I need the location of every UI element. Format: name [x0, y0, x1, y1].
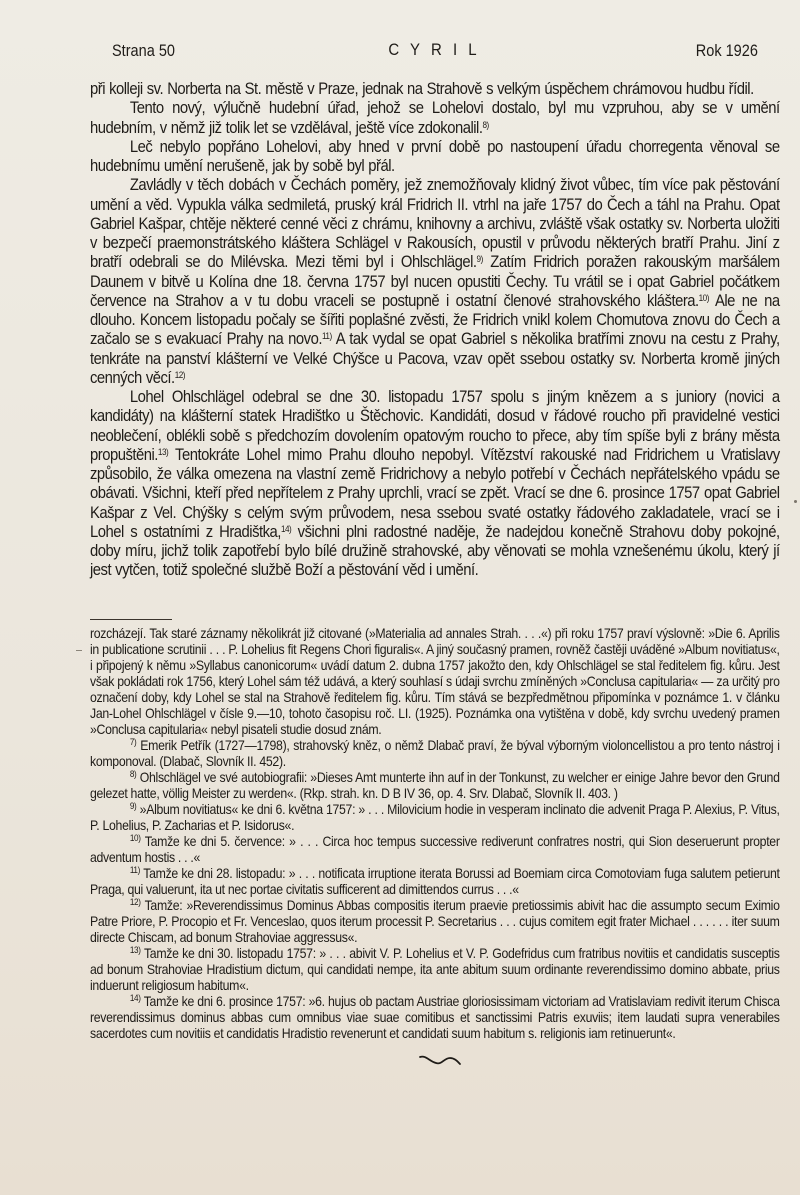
footnote-ref[interactable]: 12): [174, 369, 185, 380]
footnote-number: 11): [129, 865, 141, 875]
paragraph: Tento nový, výlučně hudební úřad, jehož se Lohelovi dostalo, byl mu vzpruhou, aby se v umění hudebním, v němž již tolik let se vzdělával, ještě více zdokonalil.$^{8)}$: [90, 99, 780, 137]
margin-mark: [76, 650, 82, 651]
footnote-number: 7): [129, 737, 137, 747]
article-body: [90, 80, 780, 581]
footnote-13: $^{13)}$ Tamže ke dni 30. listopadu 1757: » . . . abivit V. P. Lohelius et V. P. Godefridus cum fratribus novitiis et candidatis susceptis ad bonum Strahoviae Hradistium dictum, qui candidati nempe, ita ante abitum suum ordinante reverendissimo domino abbate, prius induerunt religiosum habitum«.: [90, 945, 780, 993]
footnote-number: 14): [129, 993, 141, 1003]
footnote-9: $^{9)}$ »Album novitiatus« ke dni 6. května 1757: » . . . Milovicium hodie in vesperam inclinato die advenit Praga P. Alexius, P. Vitus, P. Lohelius, P. Zacharias et P. Isidorus«.: [90, 801, 780, 833]
footnote-12: $^{12)}$ Tamže: »Reverendissimus Dominus Abbas compositis iterum praevie pretiossimis abivit hac die assumpto secum Eximio Patre Priore, P. Procopio et Fr. Venceslao, quos iterum processit P. Secretarius . . . cujus comitem egit frater Michael . . . . . . iter suum directe Chiscam, ad bonum Strahoviae aggressus«.: [90, 897, 780, 945]
year-label: Rok 1926: [695, 42, 758, 60]
footnote-11: $^{11)}$ Tamže ke dni 28. listopadu: » . . . notificata irruptione iterata Borussi ad Boemiam circa Comotoviam fuga salutem petierunt Praga, qui valuerunt, ita ut nec portae civitatis sufficerent ad dimittendos currus . . .«: [90, 865, 780, 897]
footnote-number: 9): [129, 801, 137, 811]
paragraph: Zavládly v těch dobách v Čechách poměry, jež znemožňovaly klidný život vůbec, tím více pak pěstování umění a věd. Vypukla válka sedmiletá, pruský král Fridrich II. vtrhl na jaře 1757 do Čech a táhl na Prahu. Opat Gabriel Kašpar, chtěje některé cenné věci z chrámu, knihovny a archivu, zvláště však ostatky sv. Norberta uložiti v bezpečí praemonstrátského kláštera Schlägel v Rakousích, opustil v průvodu některých bratří Prahu. Jiní z bratří odebrali se do Milévska. Mezi těmi byl i Ohlschlägel.$^{9)}$ Zatím Fridrich poražen rakouským maršálem Daunem v bitvě u Kolína dne 18. června 1757 byl nucen opustiti Čechy. Tu vrátil se i opat Gabriel počátkem července na Strahov a v tu dobu vraceli se postupně i ostatní členové strahovského kláštera.$^{10)}$ Ale ne na dlouho. Koncem listopadu počaly se šířiti poplašné zvěsti, že Fridrich vnikl kolem Chomutova znovu do Čech a začalo se s evakuací Prahy na novo.$^{11)}$ A tak vydal se opat Gabriel s několika bratřími znovu na cestu z Prahy, tenkráte na panství klášterní ve Velké Chýšce u Pacova, vzav opět ssebou ostatky sv. Norberta kromě jiných cenných věcí.$^{12)}$: [90, 176, 780, 387]
footnote-ref[interactable]: 13): [157, 446, 169, 457]
footnote-divider: [90, 619, 172, 620]
paragraph: Lohel Ohlschlägel odebral se dne 30. listopadu 1757 spolu s jiným knězem a s juniory (novici a kandidáty) na klášterní statek Hradištko u Štěchovic. Kandidáti, dosud v řádové roucho při pravidelné vestici neoblečení, oblékli sobě s předchozím dovolením opatovým roucho to přece, aby tím spíše byli z brány města propuštěni.$^{13)}$ Tentokráte Lohel mimo Prahu dlouho nepobyl. Vítězství rakouské nad Fridrichem u Vratislavy způsobilo, že válka omezena na vlastní země Fridrichovy a nebylo potřebí v Čechách nepřátelského vpádu se obávati. Všichni, kteří před nepřítelem z Prahy uprchli, vrací se zpět. Vrací se dne 6. prosince 1757 opat Gabriel Kašpar z Vel. Chýšky s celým svým průvodem, nesa ssebou svaté ostatky řádového zakladatele, vrací se i Lohel s ostatními z Hradištka,$^{14)}$ všichni plni radostné naděje, že nadejdou konečně Strahovu doby pokojné, doby míru, jichž tolik zapotřebí bylo bílé družině strahovské, aby věnovati se mohla vznešenému úkolu, který jí jest vytčen, totiž společné službě Boží a pěstování věd i umění.: [90, 388, 780, 580]
footnote-14: $^{14)}$ Tamže ke dni 6. prosince 1757: »6. hujus ob pactam Austriae gloriosissimam victoriam ad Vratislaviam redivit iterum Chisca reverendissimus dominus abbas cum omnibus viae suae comitibus et sanctissimi Patris exuviis; item laudati supra venerabiles sacerdotes cum novitiis et candidatis Hradistio revenerunt et candidati suum habitum s. religionis iam retinuerunt«.: [90, 993, 780, 1041]
footnote-number: 12): [129, 897, 141, 907]
footnote-ref[interactable]: 14): [280, 523, 292, 534]
journal-title: C Y R I L: [388, 40, 481, 59]
footnote-continuation: rozcházejí. Tak staré záznamy několikrát již citované (»Materialia ad annales Strah. . . .«) při roku 1757 praví výslovně: »Die 6. Aprilis in publicatione scrutinii . . . P. Lohelius fit Regens Chori figuralis«. A jiný současný pramen, rovněž častěji uváděné »Album novitiatus«, i připojený k němu »Syllabus canonicorum« uvádí datum 2. dubna 1757 jakožto den, kdy Ohlschlägel se stal ředitelem fig. kůru. Jest však pokládati rok 1756, který Lohel sám též udává, a který souhlasí s údaji svrchu zmíněných »Conclusa capitularia« — za určitý pro označení doby, kdy Lohel se stal na Strahově ředitelem fig. kůru. Tím stává se bezpředmětnou připomínka v poznámce 1. v článku Jan-Lohel Ohlschlägel v čísle 9.—10, tohoto časopisu roč. LI. (1925). Poznámka ona vytištěna v době, kdy svrchu uvedený pramen »Conclusa capitularia« nebyl pisateli studie dosud znám.: [90, 626, 780, 737]
footnote-number: 8): [129, 769, 137, 779]
running-header: [112, 40, 758, 66]
footnote-number: 10): [129, 833, 141, 843]
footnotes: [90, 626, 780, 1042]
footnote-ref[interactable]: 9): [476, 254, 483, 265]
paragraph: při kolleji sv. Norberta na St. městě v Praze, jednak na Strahově s velkým úspěchem chrámovou hudbu řídil.: [90, 80, 754, 98]
footnote-10: $^{10)}$ Tamže ke dni 5. července: » . . . Circa hoc tempus successive rediverunt confratres nostri, qui Sion deseruerunt propter adventum hostis . . .«: [90, 833, 780, 865]
footnote-ref[interactable]: 11): [321, 331, 332, 342]
page-number: Strana 50: [112, 42, 175, 60]
footnote-ref[interactable]: 10): [698, 292, 709, 303]
paragraph: Leč nebylo popřáno Lohelovi, aby hned v první době po nastoupení úřadu chorregenta věnoval se hudebnímu umění nerušeně, jak by sobě byl přál.: [90, 137, 780, 175]
footnote-ref[interactable]: 8): [482, 119, 489, 130]
paper-speck: [794, 500, 797, 503]
footnote-number: 13): [129, 945, 141, 955]
tilde-flourish-icon: [418, 1052, 462, 1068]
footnote-8: $^{8)}$ Ohlschlägel ve své autobiografii: »Dieses Amt munterte ihn auf in der Tonkunst, zu welcher er einige Jahre bevor den Grund gelezet hatte, völlig Meister zu werden«. (Rkp. strah. kn. D B IV 36, op. 4. Srv. Dlabač, Slovník II. 403. ): [90, 769, 780, 801]
footnote-7: $^{7)}$ Emerik Petřík (1727—1798), strahovský kněz, o němž Dlabač praví, že býval výborným violoncellistou a pro tento nástroj i komponoval. (Dlabač, Slovník II. 452).: [90, 737, 780, 769]
